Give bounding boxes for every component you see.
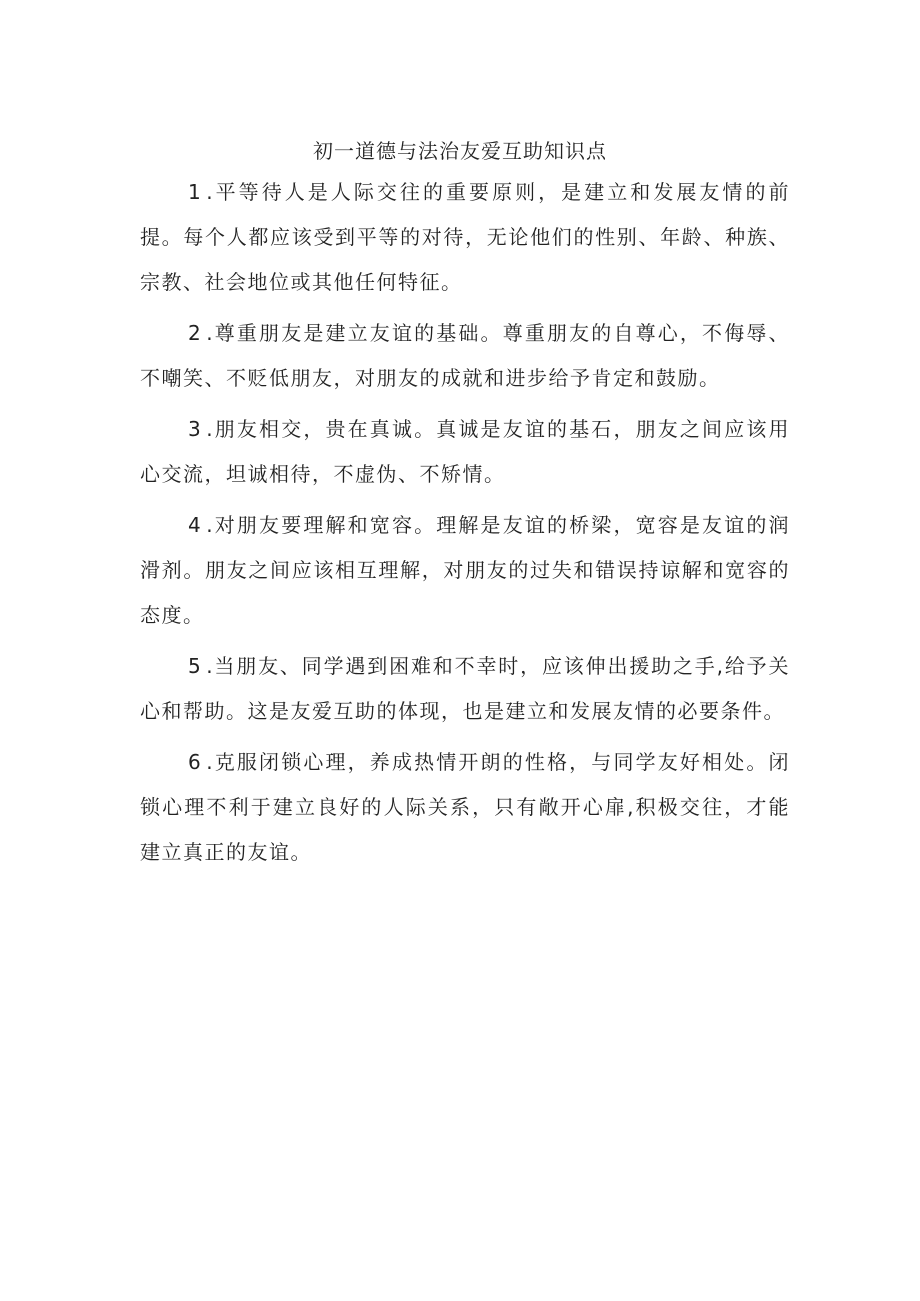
paragraph-number: 4 [188,513,203,537]
paragraph-number: 5 [188,654,203,678]
paragraph-text: .朋友相交，贵在真诚。真诚是友谊的基石，朋友之间应该用心交流，坦诚相待，不虚伪、不矫情。 [140,417,790,486]
paragraph-5 [140,644,790,734]
paragraph-4 [140,503,790,638]
paragraph-text: .对朋友要理解和宽容。理解是友谊的桥梁，宽容是友谊的润滑剂。朋友之间应该相互理解，对朋友的过失和错误持谅解和宽容的态度。 [140,513,790,627]
paragraph-number: 2 [188,321,203,345]
paragraph-2 [140,311,790,401]
paragraph-1 [140,170,790,305]
document-body [140,170,790,881]
paragraph-text: .当朋友、同学遇到困难和不幸时，应该伸出援助之手,给予关心和帮助。这是友爱互助的体现，也是建立和发展友情的必要条件。 [140,654,790,723]
paragraph-text: .克服闭锁心理，养成热情开朗的性格，与同学友好相处。闭锁心理不利于建立良好的人际关系，只有敞开心扉,积极交往，才能建立真正的友谊。 [140,750,790,864]
paragraph-number: 1 [188,180,203,204]
paragraph-number: 6 [188,750,203,774]
paragraph-6 [140,740,790,875]
paragraph-3 [140,407,790,497]
paragraph-text: .平等待人是人际交往的重要原则，是建立和发展友情的前提。每个人都应该受到平等的对待，无论他们的性别、年龄、种族、宗教、社会地位或其他任何特征。 [140,180,790,294]
document-title: 初一道德与法治友爱互助知识点 [313,139,607,164]
paragraph-number: 3 [188,417,203,441]
paragraph-text: .尊重朋友是建立友谊的基础。尊重朋友的自尊心，不侮辱、不嘲笑、不贬低朋友，对朋友的成就和进步给予肯定和鼓励。 [140,321,790,390]
